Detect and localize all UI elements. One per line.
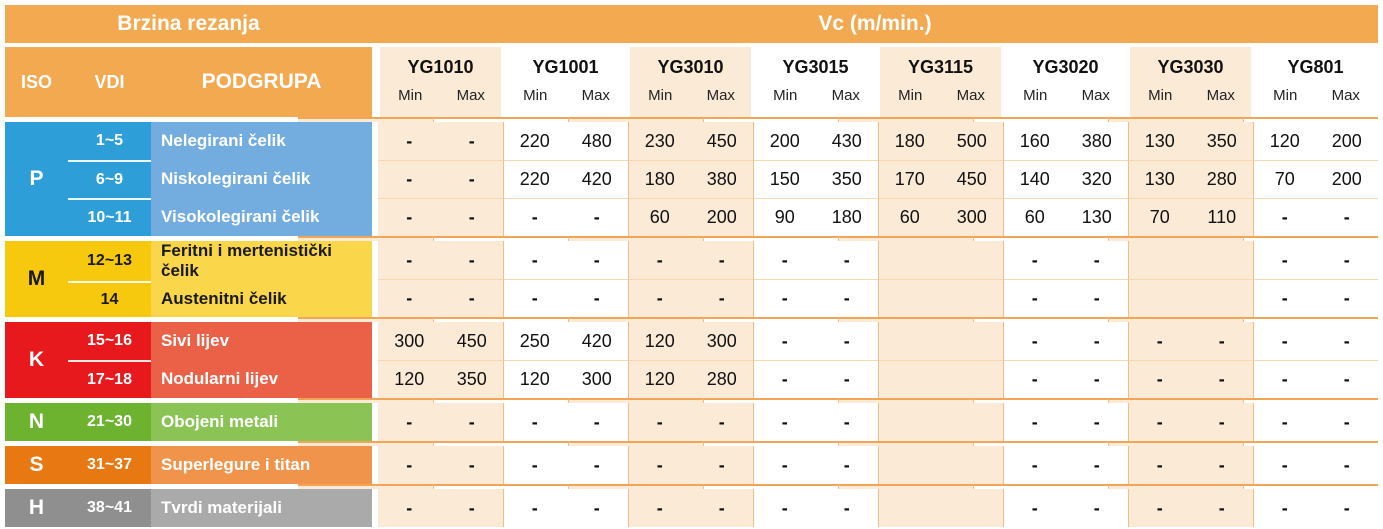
min-label: Min <box>398 87 423 104</box>
left-row <box>68 241 372 281</box>
value-cell: - <box>628 403 691 441</box>
material-group-h <box>5 489 1378 527</box>
value-cell: - <box>1066 446 1129 484</box>
value-cell: 420 <box>566 160 629 198</box>
grade-header-block <box>1128 47 1253 117</box>
left-row <box>68 403 372 441</box>
min-label: Min <box>773 87 798 104</box>
material-group-s <box>5 446 1378 484</box>
value-cell: - <box>566 279 629 317</box>
value-cell: 60 <box>1003 198 1066 236</box>
value-cell: - <box>1128 360 1191 398</box>
table-title-bar <box>5 5 1378 43</box>
value-cell: - <box>1003 403 1066 441</box>
left-columns <box>68 122 372 236</box>
value-cell: - <box>1316 279 1379 317</box>
value-cell: 300 <box>691 322 754 360</box>
material-group-m <box>5 241 1378 317</box>
value-row <box>378 322 1378 360</box>
value-cell: - <box>628 446 691 484</box>
grade-headers <box>378 47 1378 117</box>
value-cell <box>941 279 1004 317</box>
value-cell: - <box>566 446 629 484</box>
material-group-n <box>5 403 1378 441</box>
value-cell: - <box>1128 446 1191 484</box>
value-cell: - <box>753 241 816 279</box>
value-cell: - <box>503 198 566 236</box>
value-cell: - <box>441 241 504 279</box>
value-cell: - <box>1191 403 1254 441</box>
iso-cell: S <box>5 446 68 484</box>
value-cell: - <box>1253 198 1316 236</box>
left-row <box>68 489 372 527</box>
value-cell <box>1191 279 1254 317</box>
vdi-cell: 12~13 <box>68 241 151 281</box>
left-row <box>68 198 372 236</box>
value-cell: - <box>628 279 691 317</box>
minmax-row <box>630 87 751 117</box>
minmax-row <box>505 87 626 117</box>
value-rows <box>378 403 1378 441</box>
material-group-p <box>5 122 1378 236</box>
vdi-cell: 17~18 <box>68 360 151 398</box>
value-cell: - <box>566 198 629 236</box>
value-cell: - <box>1003 489 1066 527</box>
value-cell: 420 <box>566 322 629 360</box>
value-cell: - <box>1066 489 1129 527</box>
grade-header-block <box>1003 47 1128 117</box>
grade-name: YG3020 <box>1032 56 1099 77</box>
value-cell: - <box>816 322 879 360</box>
value-cell: 350 <box>441 360 504 398</box>
max-label: Max <box>456 87 485 104</box>
subgroup-cell: Feritni i mertenistički čelik <box>151 241 372 281</box>
value-cell: 70 <box>1253 160 1316 198</box>
value-cell: 300 <box>566 360 629 398</box>
subgroup-cell: Austenitni čelik <box>151 281 372 317</box>
value-cell: - <box>1316 360 1379 398</box>
value-cell: - <box>1253 322 1316 360</box>
value-cell <box>941 322 1004 360</box>
grade-header-block <box>378 47 503 117</box>
value-cell: - <box>1316 198 1379 236</box>
value-cell: - <box>378 446 441 484</box>
value-cell: 220 <box>503 160 566 198</box>
value-cell: - <box>378 241 441 279</box>
value-cell: 180 <box>816 198 879 236</box>
min-label: Min <box>898 87 923 104</box>
value-cell: 160 <box>1003 122 1066 160</box>
value-cell: 90 <box>753 198 816 236</box>
value-cell: 450 <box>441 322 504 360</box>
value-cell: - <box>1003 241 1066 279</box>
value-cell: - <box>1191 446 1254 484</box>
value-row <box>378 360 1378 398</box>
value-row <box>378 403 1378 441</box>
value-cell: 300 <box>378 322 441 360</box>
value-cell: - <box>503 489 566 527</box>
vdi-cell: 1~5 <box>68 122 151 160</box>
left-row <box>68 446 372 484</box>
iso-cell: K <box>5 322 68 398</box>
left-column-headers <box>5 47 372 117</box>
value-cell: - <box>1066 360 1129 398</box>
value-cell: - <box>378 198 441 236</box>
value-cell <box>878 241 941 279</box>
value-cell: - <box>1066 279 1129 317</box>
grade-name: YG3015 <box>782 56 849 77</box>
value-cell <box>878 279 941 317</box>
grade-header-block <box>878 47 1003 117</box>
value-cell: - <box>503 279 566 317</box>
value-row <box>378 198 1378 236</box>
value-cell: - <box>753 489 816 527</box>
value-cell: 250 <box>503 322 566 360</box>
subgroup-cell: Niskolegirani čelik <box>151 160 372 198</box>
minmax-row <box>1005 87 1126 117</box>
left-row <box>68 160 372 198</box>
value-cell: 140 <box>1003 160 1066 198</box>
value-cell <box>1128 279 1191 317</box>
value-cell: - <box>753 360 816 398</box>
value-cell: 450 <box>691 122 754 160</box>
left-columns <box>68 241 372 317</box>
grade-name: YG3115 <box>907 56 974 77</box>
value-cell: - <box>1128 403 1191 441</box>
value-rows <box>378 322 1378 398</box>
value-cell: - <box>1253 446 1316 484</box>
minmax-row <box>380 87 501 117</box>
value-cell: 200 <box>691 198 754 236</box>
value-cell: - <box>1316 446 1379 484</box>
value-cell: - <box>441 122 504 160</box>
value-rows <box>378 122 1378 236</box>
subgroup-cell: Superlegure i titan <box>151 446 372 484</box>
subgroup-cell: Sivi lijev <box>151 322 372 360</box>
value-cell: 480 <box>566 122 629 160</box>
value-cell: - <box>441 198 504 236</box>
value-cell: - <box>441 489 504 527</box>
minmax-row <box>1130 87 1251 117</box>
value-cell <box>941 360 1004 398</box>
grade-header-block <box>753 47 878 117</box>
value-cell: 70 <box>1128 198 1191 236</box>
min-label: Min <box>648 87 673 104</box>
min-label: Min <box>1273 87 1298 104</box>
min-label: Min <box>1148 87 1173 104</box>
value-cell: 120 <box>378 360 441 398</box>
value-cell: - <box>628 241 691 279</box>
value-cell: - <box>441 160 504 198</box>
value-cell: 180 <box>628 160 691 198</box>
value-cell: - <box>753 403 816 441</box>
iso-cell: M <box>5 241 68 317</box>
minmax-row <box>1255 87 1376 117</box>
subgroup-cell: Tvrdi materijali <box>151 489 372 527</box>
value-cell: 60 <box>628 198 691 236</box>
value-cell <box>878 489 941 527</box>
value-cell: 120 <box>1253 122 1316 160</box>
value-cell: - <box>566 489 629 527</box>
value-cell: - <box>378 489 441 527</box>
vdi-cell: 6~9 <box>68 160 151 198</box>
value-cell: 130 <box>1066 198 1129 236</box>
value-cell: 130 <box>1128 122 1191 160</box>
value-cell: - <box>1316 322 1379 360</box>
value-cell <box>878 446 941 484</box>
left-row <box>68 281 372 317</box>
grade-header-block <box>628 47 753 117</box>
value-cell: 430 <box>816 122 879 160</box>
vdi-column-header: VDI <box>94 71 125 92</box>
value-cell: - <box>378 122 441 160</box>
value-cell: 120 <box>503 360 566 398</box>
value-cell <box>878 322 941 360</box>
max-label: Max <box>1081 87 1110 104</box>
value-cell: - <box>1003 279 1066 317</box>
value-cell: - <box>1316 241 1379 279</box>
value-cell: 130 <box>1128 160 1191 198</box>
max-label: Max <box>956 87 985 104</box>
min-label: Min <box>1023 87 1048 104</box>
value-rows <box>378 489 1378 527</box>
minmax-row <box>880 87 1001 117</box>
value-cell <box>878 360 941 398</box>
value-cell: - <box>691 279 754 317</box>
value-cell: - <box>816 279 879 317</box>
vdi-cell: 38~41 <box>68 489 151 527</box>
value-cell: - <box>441 279 504 317</box>
value-cell: - <box>1191 489 1254 527</box>
value-cell: - <box>503 403 566 441</box>
value-cell <box>878 403 941 441</box>
vdi-cell: 31~37 <box>68 446 151 484</box>
value-cell: - <box>1316 403 1379 441</box>
title-right: Vc (m/min.) <box>818 12 932 35</box>
subgroup-cell: Obojeni metali <box>151 403 372 441</box>
max-label: Max <box>1331 87 1360 104</box>
subgroup-cell: Visokolegirani čelik <box>151 198 372 236</box>
value-cell: - <box>1003 322 1066 360</box>
value-cell <box>1191 241 1254 279</box>
podgrupa-column-header: PODGRUPA <box>201 70 322 93</box>
max-label: Max <box>1206 87 1235 104</box>
value-row <box>378 122 1378 160</box>
value-cell: - <box>441 446 504 484</box>
value-cell: - <box>1191 360 1254 398</box>
value-cell: 120 <box>628 322 691 360</box>
value-cell: 500 <box>941 122 1004 160</box>
grade-header-block <box>1253 47 1378 117</box>
iso-cell: H <box>5 489 68 527</box>
value-cell: - <box>1253 403 1316 441</box>
vdi-cell: 14 <box>68 281 151 317</box>
value-cell: - <box>1253 360 1316 398</box>
value-cell: 110 <box>1191 198 1254 236</box>
value-cell: 300 <box>941 198 1004 236</box>
max-label: Max <box>831 87 860 104</box>
value-cell: 380 <box>1066 122 1129 160</box>
subgroup-cell: Nodularni lijev <box>151 360 372 398</box>
min-label: Min <box>523 87 548 104</box>
value-cell: - <box>753 322 816 360</box>
value-rows <box>378 241 1378 317</box>
grade-name: YG801 <box>1287 56 1344 77</box>
value-cell: - <box>1253 489 1316 527</box>
value-cell <box>941 241 1004 279</box>
value-cell: 200 <box>1316 122 1379 160</box>
value-cell: - <box>1003 446 1066 484</box>
value-cell: 120 <box>628 360 691 398</box>
value-cell: - <box>691 489 754 527</box>
value-cell: 280 <box>691 360 754 398</box>
column-header-row <box>5 47 1378 117</box>
value-cell: - <box>441 403 504 441</box>
value-cell: - <box>1191 322 1254 360</box>
left-row <box>68 122 372 160</box>
value-cell: - <box>1128 322 1191 360</box>
grade-name: YG1010 <box>407 56 474 77</box>
value-cell: - <box>753 279 816 317</box>
max-label: Max <box>581 87 610 104</box>
value-cell: - <box>503 241 566 279</box>
value-cell: - <box>1316 489 1379 527</box>
value-cell: - <box>566 403 629 441</box>
value-cell: 450 <box>941 160 1004 198</box>
vdi-cell: 21~30 <box>68 403 151 441</box>
value-cell <box>941 403 1004 441</box>
value-cell: 150 <box>753 160 816 198</box>
iso-cell: N <box>5 403 68 441</box>
value-cell: - <box>691 241 754 279</box>
minmax-row <box>755 87 876 117</box>
value-cell: - <box>1066 322 1129 360</box>
table-body <box>5 117 1378 527</box>
value-row <box>378 241 1378 279</box>
value-row <box>378 489 1378 527</box>
value-cell: - <box>753 446 816 484</box>
value-cell: - <box>1128 489 1191 527</box>
value-cell: - <box>1066 403 1129 441</box>
left-row <box>68 360 372 398</box>
value-row <box>378 160 1378 198</box>
value-cell: - <box>816 360 879 398</box>
grade-name: YG1001 <box>532 56 599 77</box>
title-left: Brzina rezanja <box>117 12 260 35</box>
iso-column-header: ISO <box>20 71 52 92</box>
value-cell: - <box>691 403 754 441</box>
value-row <box>378 446 1378 484</box>
iso-cell: P <box>5 122 68 236</box>
value-cell: 380 <box>691 160 754 198</box>
value-cell: 60 <box>878 198 941 236</box>
grade-name: YG3030 <box>1157 56 1224 77</box>
value-cell: - <box>691 446 754 484</box>
value-cell: - <box>503 446 566 484</box>
value-cell <box>941 489 1004 527</box>
left-columns <box>68 322 372 398</box>
value-cell: 180 <box>878 122 941 160</box>
value-cell: - <box>1003 360 1066 398</box>
value-cell: 200 <box>1316 160 1379 198</box>
value-cell: - <box>1253 279 1316 317</box>
value-cell: 220 <box>503 122 566 160</box>
value-cell: 320 <box>1066 160 1129 198</box>
value-cell: 280 <box>1191 160 1254 198</box>
material-group-k <box>5 322 1378 398</box>
grade-header-block <box>503 47 628 117</box>
value-cell: - <box>378 160 441 198</box>
value-cell: - <box>378 403 441 441</box>
value-row <box>378 279 1378 317</box>
value-cell: 170 <box>878 160 941 198</box>
max-label: Max <box>706 87 735 104</box>
value-cell: - <box>816 446 879 484</box>
value-cell: 350 <box>816 160 879 198</box>
value-cell: - <box>628 489 691 527</box>
left-columns <box>68 403 372 441</box>
left-row <box>68 322 372 360</box>
left-columns <box>68 489 372 527</box>
value-cell: - <box>816 403 879 441</box>
value-cell: - <box>816 241 879 279</box>
value-cell: 350 <box>1191 122 1254 160</box>
value-cell <box>1128 241 1191 279</box>
value-rows <box>378 446 1378 484</box>
value-cell <box>941 446 1004 484</box>
value-cell: 200 <box>753 122 816 160</box>
value-cell: - <box>378 279 441 317</box>
value-cell: - <box>816 489 879 527</box>
grade-name: YG3010 <box>657 56 724 77</box>
left-columns <box>68 446 372 484</box>
value-cell: - <box>1066 241 1129 279</box>
value-cell: 230 <box>628 122 691 160</box>
vdi-cell: 10~11 <box>68 198 151 236</box>
value-cell: - <box>566 241 629 279</box>
value-cell: - <box>1253 241 1316 279</box>
subgroup-cell: Nelegirani čelik <box>151 122 372 160</box>
vdi-cell: 15~16 <box>68 322 151 360</box>
